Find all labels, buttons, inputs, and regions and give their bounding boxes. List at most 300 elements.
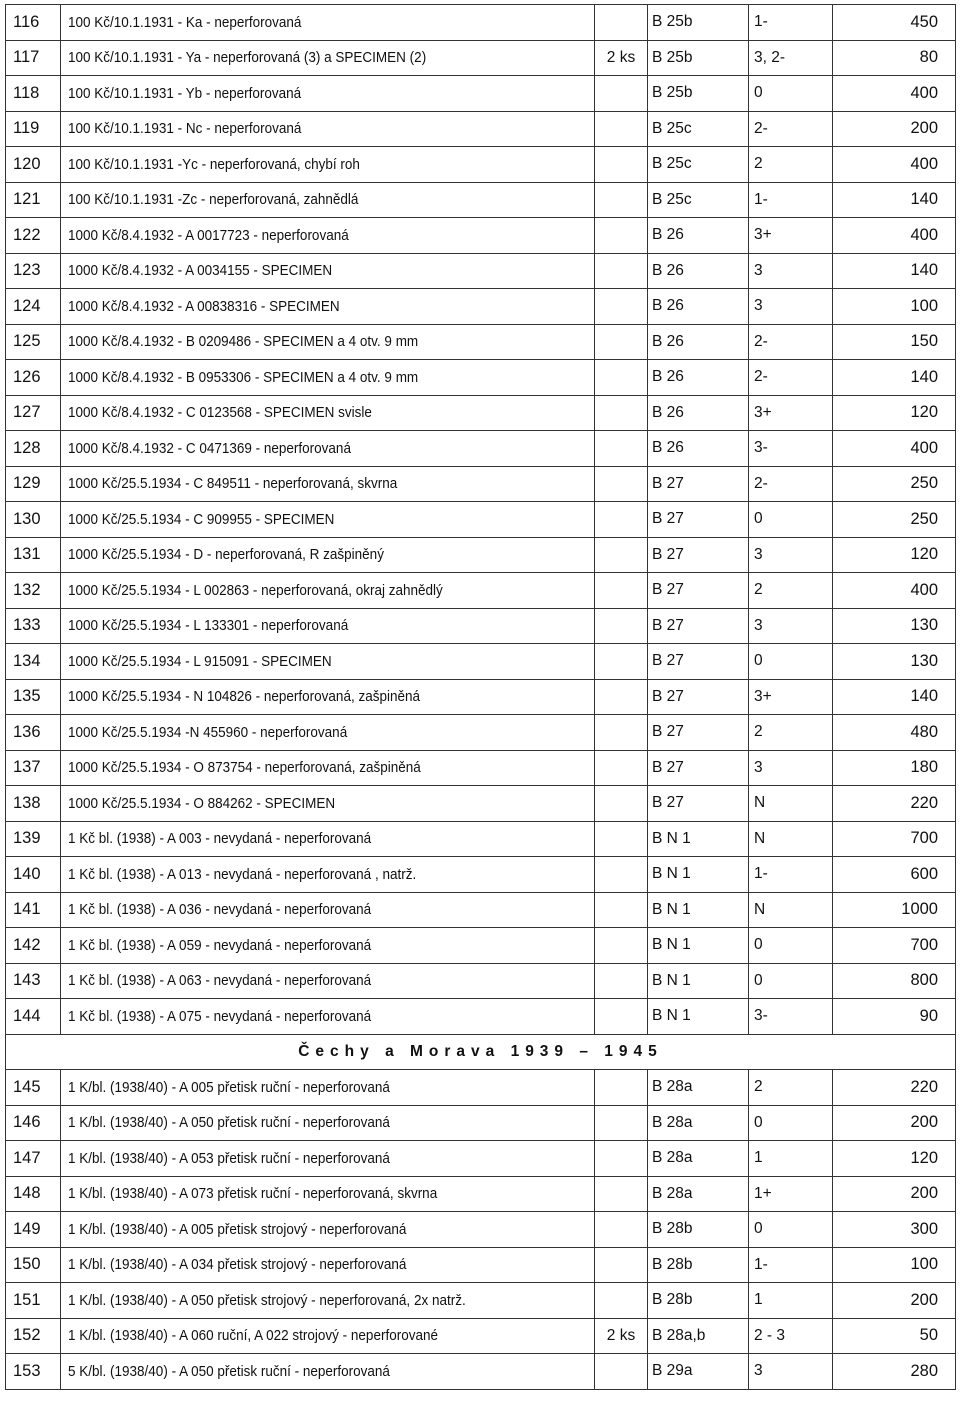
lot-number: 127 [6, 395, 61, 431]
table-row [6, 1070, 956, 1106]
condition-grade: 3- [749, 999, 833, 1035]
starting-price: 200 [833, 1283, 956, 1319]
starting-price: 200 [833, 111, 956, 147]
lot-number: 134 [6, 644, 61, 680]
starting-price: 200 [833, 1105, 956, 1141]
item-description [61, 40, 595, 76]
lot-number: 141 [6, 892, 61, 928]
item-description [61, 502, 595, 538]
catalog-number: B N 1 [648, 857, 749, 893]
table-row [6, 573, 956, 609]
item-description [61, 573, 595, 609]
table-row [6, 289, 956, 325]
item-description [61, 395, 595, 431]
starting-price: 130 [833, 608, 956, 644]
condition-grade: 0 [749, 928, 833, 964]
starting-price: 400 [833, 431, 956, 467]
condition-grade: 0 [749, 644, 833, 680]
item-description-text: 1000 Kč/25.5.1934 -N 455960 - neperforovaná [68, 723, 348, 741]
starting-price: 400 [833, 218, 956, 254]
table-row [6, 1212, 956, 1248]
condition-grade: N [749, 892, 833, 928]
table-row [6, 608, 956, 644]
item-quantity [595, 289, 648, 325]
condition-grade: N [749, 786, 833, 822]
lot-number: 143 [6, 963, 61, 999]
item-description [61, 466, 595, 502]
catalog-number: B 27 [648, 573, 749, 609]
starting-price: 400 [833, 76, 956, 112]
item-quantity [595, 537, 648, 573]
item-quantity [595, 466, 648, 502]
item-description [61, 963, 595, 999]
catalog-number: B N 1 [648, 963, 749, 999]
item-description-text: 100 Kč/10.1.1931 - Yb - neperforovaná [68, 84, 302, 102]
item-description-text: 1 K/bl. (1938/40) - A 053 přetisk ruční - neperforovaná [68, 1149, 390, 1167]
item-quantity: 2 ks [595, 1318, 648, 1354]
condition-grade: 0 [749, 1212, 833, 1248]
catalog-number: B 28a,b [648, 1318, 749, 1354]
starting-price: 280 [833, 1354, 956, 1390]
item-quantity [595, 963, 648, 999]
table-row [6, 928, 956, 964]
lot-number: 153 [6, 1354, 61, 1390]
item-description-text: 1000 Kč/25.5.1934 - L 915091 - SPECIMEN [68, 652, 332, 670]
condition-grade: 1- [749, 182, 833, 218]
item-description-text: 1000 Kč/8.4.1932 - B 0209486 - SPECIMEN a 4 otv. 9 mm [68, 333, 419, 351]
condition-grade: 3 [749, 750, 833, 786]
item-description [61, 1070, 595, 1106]
item-description-text: 1000 Kč/25.5.1934 - N 104826 - neperforovaná, zašpiněná [68, 688, 421, 706]
lot-number: 138 [6, 786, 61, 822]
catalog-number: B 29a [648, 1354, 749, 1390]
item-description-text: 1 K/bl. (1938/40) - A 050 přetisk strojový - neperforovaná, 2x natrž. [68, 1291, 466, 1309]
catalog-number: B 26 [648, 253, 749, 289]
lot-number: 131 [6, 537, 61, 573]
table-row [6, 253, 956, 289]
table-row [6, 1141, 956, 1177]
table-row [6, 821, 956, 857]
item-quantity [595, 679, 648, 715]
item-description [61, 1247, 595, 1283]
catalog-number: B 27 [648, 679, 749, 715]
item-quantity [595, 431, 648, 467]
item-quantity [595, 1247, 648, 1283]
item-description [61, 1141, 595, 1177]
lot-number: 144 [6, 999, 61, 1035]
condition-grade: 2- [749, 324, 833, 360]
item-quantity [595, 76, 648, 112]
item-description-text: 1 Kč bl. (1938) - A 059 - nevydaná - neperforovaná [68, 936, 372, 954]
item-description [61, 360, 595, 396]
item-description-text: 1000 Kč/25.5.1934 - L 133301 - neperforovaná [68, 617, 349, 635]
item-description-text: 1000 Kč/25.5.1934 - D - neperforovaná, R zašpiněný [68, 546, 384, 564]
condition-grade: N [749, 821, 833, 857]
item-description-text: 1 K/bl. (1938/40) - A 034 přetisk strojový - neperforovaná [68, 1256, 407, 1274]
section-title: Čechy a Morava 1939 – 1945 [6, 1034, 956, 1070]
starting-price: 220 [833, 786, 956, 822]
starting-price: 140 [833, 253, 956, 289]
table-row [6, 5, 956, 41]
condition-grade: 3 [749, 608, 833, 644]
catalog-number: B 27 [648, 786, 749, 822]
starting-price: 400 [833, 147, 956, 183]
starting-price: 140 [833, 182, 956, 218]
condition-grade: 3- [749, 431, 833, 467]
table-row [6, 892, 956, 928]
condition-grade: 3 [749, 537, 833, 573]
item-quantity [595, 360, 648, 396]
condition-grade: 1- [749, 1247, 833, 1283]
table-row [6, 111, 956, 147]
catalog-number: B 28b [648, 1212, 749, 1248]
item-description [61, 1354, 595, 1390]
lot-number: 123 [6, 253, 61, 289]
item-quantity [595, 786, 648, 822]
condition-grade: 2 - 3 [749, 1318, 833, 1354]
item-description [61, 5, 595, 41]
condition-grade: 1+ [749, 1176, 833, 1212]
catalog-number: B 25c [648, 182, 749, 218]
lot-number: 147 [6, 1141, 61, 1177]
item-description [61, 786, 595, 822]
item-description [61, 892, 595, 928]
table-row [6, 395, 956, 431]
catalog-number: B 26 [648, 431, 749, 467]
item-description-text: 1 Kč bl. (1938) - A 063 - nevydaná - neperforovaná [68, 972, 372, 990]
catalog-number: B N 1 [648, 892, 749, 928]
lot-number: 130 [6, 502, 61, 538]
table-row [6, 324, 956, 360]
lot-number: 137 [6, 750, 61, 786]
lot-number: 148 [6, 1176, 61, 1212]
condition-grade: 3 [749, 289, 833, 325]
table-row [6, 999, 956, 1035]
condition-grade: 3+ [749, 395, 833, 431]
starting-price: 250 [833, 502, 956, 538]
table-row [6, 218, 956, 254]
item-description [61, 1176, 595, 1212]
item-description-text: 100 Kč/10.1.1931 - Ya - neperforovaná (3) a SPECIMEN (2) [68, 49, 427, 67]
item-description-text: 1 K/bl. (1938/40) - A 073 přetisk ruční - neperforovaná, skvrna [68, 1185, 438, 1203]
item-description-text: 1 Kč bl. (1938) - A 003 - nevydaná - neperforovaná [68, 830, 372, 848]
item-description [61, 857, 595, 893]
catalog-number: B 28a [648, 1141, 749, 1177]
catalog-number: B 26 [648, 218, 749, 254]
catalog-number: B 26 [648, 289, 749, 325]
condition-grade: 2- [749, 111, 833, 147]
item-quantity [595, 1105, 648, 1141]
lot-number: 128 [6, 431, 61, 467]
catalog-number: B 27 [648, 502, 749, 538]
item-description-text: 100 Kč/10.1.1931 - Nc - neperforovaná [68, 120, 302, 138]
item-quantity [595, 1070, 648, 1106]
item-quantity [595, 857, 648, 893]
catalog-number: B 27 [648, 608, 749, 644]
item-quantity [595, 644, 648, 680]
item-description [61, 1283, 595, 1319]
lot-number: 146 [6, 1105, 61, 1141]
item-quantity [595, 928, 648, 964]
condition-grade: 2 [749, 147, 833, 183]
starting-price: 90 [833, 999, 956, 1035]
item-quantity [595, 999, 648, 1035]
catalog-number: B 27 [648, 715, 749, 751]
item-description [61, 431, 595, 467]
item-description [61, 147, 595, 183]
starting-price: 220 [833, 1070, 956, 1106]
lot-number: 122 [6, 218, 61, 254]
item-description [61, 537, 595, 573]
table-row [6, 644, 956, 680]
table-row [6, 715, 956, 751]
table-row [6, 76, 956, 112]
table-row [6, 431, 956, 467]
starting-price: 50 [833, 1318, 956, 1354]
lot-number: 129 [6, 466, 61, 502]
lot-number: 116 [6, 5, 61, 41]
catalog-number: B N 1 [648, 928, 749, 964]
item-description-text: 1 Kč bl. (1938) - A 036 - nevydaná - neperforovaná [68, 901, 372, 919]
lot-number: 145 [6, 1070, 61, 1106]
catalog-number: B 25b [648, 40, 749, 76]
condition-grade: 0 [749, 76, 833, 112]
starting-price: 140 [833, 679, 956, 715]
table-row [6, 502, 956, 538]
lot-number: 133 [6, 608, 61, 644]
item-description [61, 182, 595, 218]
item-description-text: 1 K/bl. (1938/40) - A 050 přetisk ruční - neperforovaná [68, 1114, 390, 1132]
catalog-number: B 28a [648, 1105, 749, 1141]
starting-price: 120 [833, 1141, 956, 1177]
item-description [61, 289, 595, 325]
catalog-number: B N 1 [648, 821, 749, 857]
starting-price: 250 [833, 466, 956, 502]
item-quantity [595, 111, 648, 147]
condition-grade: 2- [749, 360, 833, 396]
condition-grade: 3 [749, 253, 833, 289]
lot-number: 135 [6, 679, 61, 715]
starting-price: 130 [833, 644, 956, 680]
item-quantity [595, 1283, 648, 1319]
table-row [6, 786, 956, 822]
item-description [61, 1105, 595, 1141]
item-description [61, 928, 595, 964]
table-row [6, 360, 956, 396]
lot-number: 136 [6, 715, 61, 751]
table-row [6, 537, 956, 573]
item-description-text: 1000 Kč/25.5.1934 - C 849511 - neperforovaná, skvrna [68, 475, 398, 493]
catalog-number: B 25b [648, 76, 749, 112]
item-description-text: 100 Kč/10.1.1931 - Ka - neperforovaná [68, 13, 302, 31]
item-description-text: 1000 Kč/8.4.1932 - C 0471369 - neperforovaná [68, 439, 351, 457]
item-quantity [595, 182, 648, 218]
starting-price: 80 [833, 40, 956, 76]
item-quantity [595, 1212, 648, 1248]
condition-grade: 3, 2- [749, 40, 833, 76]
condition-grade: 0 [749, 963, 833, 999]
table-row [6, 1354, 956, 1390]
item-quantity [595, 324, 648, 360]
lot-number: 150 [6, 1247, 61, 1283]
starting-price: 180 [833, 750, 956, 786]
catalog-number: B 26 [648, 360, 749, 396]
starting-price: 140 [833, 360, 956, 396]
catalog-number: B 25b [648, 5, 749, 41]
table-row [6, 963, 956, 999]
item-quantity [595, 715, 648, 751]
item-description [61, 821, 595, 857]
catalog-number: B 25c [648, 111, 749, 147]
catalog-number: B 28a [648, 1176, 749, 1212]
lot-number: 139 [6, 821, 61, 857]
item-description-text: 1000 Kč/25.5.1934 - O 873754 - neperforovaná, zašpiněná [68, 759, 421, 777]
item-description-text: 1000 Kč/25.5.1934 - L 002863 - neperforovaná, okraj zahnědlý [68, 581, 443, 599]
item-description-text: 100 Kč/10.1.1931 -Yc - neperforovaná, chybí roh [68, 155, 360, 173]
starting-price: 450 [833, 5, 956, 41]
lot-number: 152 [6, 1318, 61, 1354]
starting-price: 100 [833, 289, 956, 325]
starting-price: 700 [833, 821, 956, 857]
catalog-number: B 26 [648, 395, 749, 431]
item-quantity [595, 395, 648, 431]
item-quantity [595, 5, 648, 41]
catalog-body-a [6, 5, 956, 1035]
catalog-number: B 27 [648, 750, 749, 786]
starting-price: 150 [833, 324, 956, 360]
item-description-text: 1 Kč bl. (1938) - A 013 - nevydaná - neperforovaná , natrž. [68, 865, 417, 883]
item-quantity [595, 608, 648, 644]
lot-number: 126 [6, 360, 61, 396]
condition-grade: 0 [749, 502, 833, 538]
table-row [6, 466, 956, 502]
item-description-text: 1 K/bl. (1938/40) - A 060 ruční, A 022 strojový - neperforované [68, 1327, 438, 1345]
item-description-text: 1000 Kč/8.4.1932 - A 00838316 - SPECIMEN [68, 297, 340, 315]
item-description [61, 750, 595, 786]
catalog-number: B N 1 [648, 999, 749, 1035]
condition-grade: 3+ [749, 679, 833, 715]
condition-grade: 2- [749, 466, 833, 502]
item-description [61, 1318, 595, 1354]
lot-number: 125 [6, 324, 61, 360]
item-description-text: 1000 Kč/25.5.1934 - O 884262 - SPECIMEN [68, 794, 336, 812]
item-description-text: 1 Kč bl. (1938) - A 075 - nevydaná - neperforovaná [68, 1007, 372, 1025]
condition-grade: 2 [749, 1070, 833, 1106]
lot-number: 142 [6, 928, 61, 964]
catalog-table [5, 4, 956, 1390]
condition-grade: 1- [749, 5, 833, 41]
table-row [6, 1105, 956, 1141]
item-quantity [595, 821, 648, 857]
starting-price: 800 [833, 963, 956, 999]
item-description [61, 218, 595, 254]
condition-grade: 1- [749, 857, 833, 893]
item-description [61, 111, 595, 147]
item-description-text: 5 K/bl. (1938/40) - A 050 přetisk ruční - neperforovaná [68, 1362, 390, 1380]
starting-price: 480 [833, 715, 956, 751]
item-quantity [595, 892, 648, 928]
item-description [61, 324, 595, 360]
item-description-text: 1 K/bl. (1938/40) - A 005 přetisk ruční - neperforovaná [68, 1078, 390, 1096]
table-row [6, 40, 956, 76]
starting-price: 600 [833, 857, 956, 893]
table-row [6, 1247, 956, 1283]
condition-grade: 3 [749, 1354, 833, 1390]
section-body [6, 1034, 956, 1070]
item-quantity: 2 ks [595, 40, 648, 76]
catalog-number: B 27 [648, 537, 749, 573]
item-description [61, 679, 595, 715]
item-quantity [595, 750, 648, 786]
starting-price: 300 [833, 1212, 956, 1248]
table-row [6, 857, 956, 893]
item-description [61, 715, 595, 751]
item-description-text: 1000 Kč/8.4.1932 - C 0123568 - SPECIMEN svisle [68, 404, 372, 422]
table-row [6, 750, 956, 786]
item-description [61, 999, 595, 1035]
lot-number: 118 [6, 76, 61, 112]
starting-price: 100 [833, 1247, 956, 1283]
starting-price: 400 [833, 573, 956, 609]
starting-price: 120 [833, 395, 956, 431]
catalog-number: B 25c [648, 147, 749, 183]
lot-number: 119 [6, 111, 61, 147]
table-row [6, 1318, 956, 1354]
table-row [6, 182, 956, 218]
lot-number: 132 [6, 573, 61, 609]
item-quantity [595, 502, 648, 538]
condition-grade: 2 [749, 715, 833, 751]
starting-price: 700 [833, 928, 956, 964]
item-quantity [595, 573, 648, 609]
condition-grade: 1 [749, 1283, 833, 1319]
item-description-text: 1000 Kč/25.5.1934 - C 909955 - SPECIMEN [68, 510, 335, 528]
item-description [61, 253, 595, 289]
item-quantity [595, 1176, 648, 1212]
section-header-row [6, 1034, 956, 1070]
item-description [61, 76, 595, 112]
catalog-number: B 27 [648, 466, 749, 502]
catalog-number: B 28b [648, 1247, 749, 1283]
lot-number: 149 [6, 1212, 61, 1248]
lot-number: 117 [6, 40, 61, 76]
starting-price: 120 [833, 537, 956, 573]
lot-number: 121 [6, 182, 61, 218]
item-quantity [595, 218, 648, 254]
item-description [61, 1212, 595, 1248]
condition-grade: 0 [749, 1105, 833, 1141]
catalog-number: B 28b [648, 1283, 749, 1319]
table-row [6, 679, 956, 715]
lot-number: 124 [6, 289, 61, 325]
catalog-body-b [6, 1070, 956, 1390]
item-description-text: 100 Kč/10.1.1931 -Zc - neperforovaná, zahnědlá [68, 191, 359, 209]
catalog-number: B 28a [648, 1070, 749, 1106]
item-description-text: 1000 Kč/8.4.1932 - A 0034155 - SPECIMEN [68, 262, 333, 280]
lot-number: 140 [6, 857, 61, 893]
item-description [61, 644, 595, 680]
item-description-text: 1000 Kč/8.4.1932 - A 0017723 - neperforovaná [68, 226, 349, 244]
condition-grade: 1 [749, 1141, 833, 1177]
item-quantity [595, 253, 648, 289]
starting-price: 200 [833, 1176, 956, 1212]
catalog-number: B 26 [648, 324, 749, 360]
condition-grade: 3+ [749, 218, 833, 254]
lot-number: 151 [6, 1283, 61, 1319]
catalog-number: B 27 [648, 644, 749, 680]
item-description [61, 608, 595, 644]
table-row [6, 1176, 956, 1212]
